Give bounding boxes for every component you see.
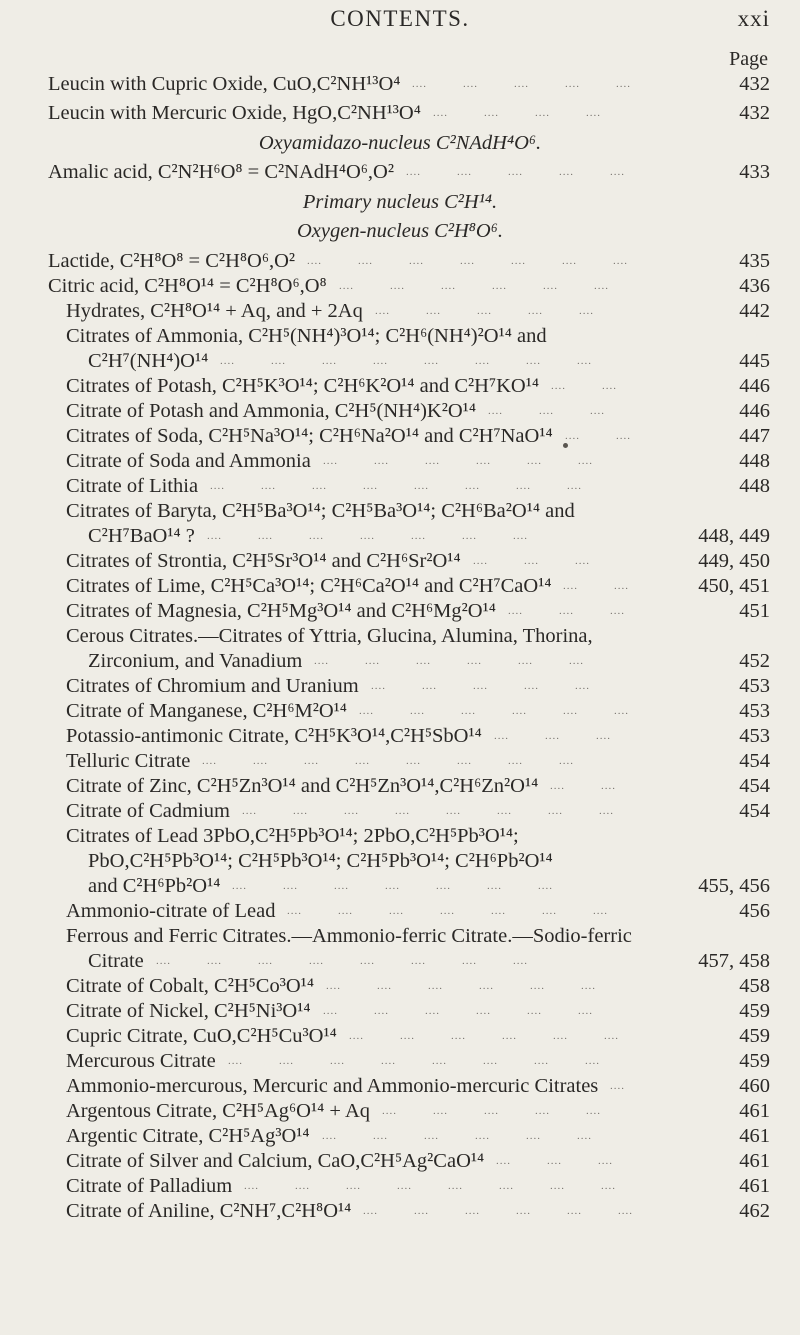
toc-entry-page: 436 bbox=[739, 275, 770, 297]
dot-leader: .... .... .... .... .... .... .... bbox=[287, 905, 644, 917]
toc-entry-text: Citrate of Potash and Ammonia, C²H⁵(NH⁴)K²O¹⁴ bbox=[66, 400, 476, 422]
dot-leader: .... .... .... .... .... .... bbox=[359, 705, 665, 717]
toc-entry-page: 455, 456 bbox=[698, 875, 770, 897]
dot-leader: .... .... .... .... .... .... .... bbox=[232, 880, 589, 892]
dot-leader: .... .... .... .... .... .... bbox=[339, 280, 645, 292]
dot-leader: .... .... .... .... .... .... .... .... bbox=[202, 755, 610, 767]
toc-entry-text: Ferrous and Ferric Citrates.—Ammonio-ferric Citrate.—Sodio-ferric bbox=[66, 925, 632, 947]
dot-leader: .... .... bbox=[565, 430, 667, 442]
toc-entry-page: 452 bbox=[739, 650, 770, 672]
toc-entry-text: Citrate of Lithia bbox=[66, 475, 199, 497]
dot-leader: .... .... .... bbox=[508, 605, 661, 617]
toc-entry-text: Telluric Citrate bbox=[66, 750, 191, 772]
toc-entry-page: 460 bbox=[739, 1075, 770, 1097]
dot-leader: .... .... .... .... .... .... .... bbox=[307, 255, 664, 267]
toc-entry-page: 446 bbox=[739, 400, 770, 422]
toc-entry-text: C²H⁷(NH⁴)O¹⁴ bbox=[88, 350, 209, 372]
toc-entry-text: Hydrates, C²H⁸O¹⁴ + Aq, and + 2Aq bbox=[66, 300, 363, 322]
dot-leader: .... .... .... .... .... bbox=[412, 78, 667, 90]
toc-entry-text: Citrate of Soda and Ammonia bbox=[66, 450, 311, 472]
toc-entry-page: 454 bbox=[739, 800, 770, 822]
dot-leader: .... .... .... .... .... .... bbox=[323, 1005, 629, 1017]
toc-entry-text: Citrates of Magnesia, C²H⁵Mg³O¹⁴ and C²H⁶Mg²O¹⁴ bbox=[66, 600, 496, 622]
toc-entry-text: Citrates of Strontia, C²H⁵Sr³O¹⁴ and C²H⁶Sr²O¹⁴ bbox=[66, 550, 461, 572]
dot-leader: .... .... .... .... .... .... bbox=[363, 1205, 669, 1217]
dot-leader: .... .... .... .... .... .... bbox=[314, 655, 620, 667]
toc-entry-text: Citrates of Potash, C²H⁵K³O¹⁴; C²H⁶K²O¹⁴ and C²H⁷KO¹⁴ bbox=[66, 375, 539, 397]
toc-entry-text: Leucin with Cupric Oxide, CuO,C²NH¹³O⁴ bbox=[48, 73, 401, 95]
toc-entry-text: Leucin with Mercuric Oxide, HgO,C²NH¹³O⁴ bbox=[48, 102, 421, 124]
toc-entry-text: Citrates of Lime, C²H⁵Ca³O¹⁴; C²H⁶Ca²O¹⁴ and C²H⁷CaO¹⁴ bbox=[66, 575, 552, 597]
toc-entry-text: Cerous Citrates.—Citrates of Yttria, Glucina, Alumina, Thorina, bbox=[66, 625, 593, 647]
toc-entry-text: Citrates of Lead 3PbO,C²H⁵Pb³O¹⁴; 2PbO,C²H⁵Pb³O¹⁴; bbox=[66, 825, 519, 847]
dot-leader: .... .... .... bbox=[494, 730, 647, 742]
dot-leader: .... .... .... .... .... .... .... .... bbox=[228, 1055, 636, 1067]
toc-entry-page: 451 bbox=[739, 600, 770, 622]
toc-entry-text: Citrates of Ammonia, C²H⁵(NH⁴)³O¹⁴; C²H⁶(NH⁴)²O¹⁴ and bbox=[66, 325, 547, 347]
toc-entry-text: Citric acid, C²H⁸O¹⁴ = C²H⁸O⁶,O⁸ bbox=[48, 275, 327, 297]
dot-leader: .... .... .... .... .... .... bbox=[326, 980, 632, 992]
toc-entry-page: 442 bbox=[739, 300, 770, 322]
toc-entry-page: 457, 458 bbox=[698, 950, 770, 972]
dot-leader: .... bbox=[610, 1080, 661, 1092]
dot-leader: .... .... .... .... .... bbox=[375, 305, 630, 317]
toc-entry-text: Argentous Citrate, C²H⁵Ag⁶O¹⁴ + Aq bbox=[66, 1100, 370, 1122]
toc-entry-page: 456 bbox=[739, 900, 770, 922]
toc-entry-text: Citrates of Chromium and Uranium bbox=[66, 675, 359, 697]
dot-leader: .... .... .... .... .... .... .... .... bbox=[220, 355, 628, 367]
toc-entry-text: Citrate of Zinc, C²H⁵Zn³O¹⁴ and C²H⁵Zn³O¹⁴,C²H⁶Zn²O¹⁴ bbox=[66, 775, 539, 797]
page-title: CONTENTS. bbox=[330, 6, 470, 31]
dot-leader: .... .... bbox=[551, 380, 653, 392]
toc-entry-text: and C²H⁶Pb²O¹⁴ bbox=[88, 875, 221, 897]
dot-leader: .... .... .... .... .... .... .... bbox=[207, 530, 564, 542]
toc-entry-page: 461 bbox=[739, 1100, 770, 1122]
toc-entry-page: 459 bbox=[739, 1050, 770, 1072]
toc-entry-text: Citrate bbox=[88, 950, 144, 972]
dot-leader: .... .... bbox=[563, 580, 665, 592]
toc-entry-page: 432 bbox=[739, 102, 770, 124]
toc-entry-page: 462 bbox=[739, 1200, 770, 1222]
toc-entry-page: 446 bbox=[739, 375, 770, 397]
toc-entry-text: Citrate of Nickel, C²H⁵Ni³O¹⁴ bbox=[66, 1000, 311, 1022]
toc-entry-text: Zirconium, and Vanadium bbox=[88, 650, 303, 672]
toc-entry-text: Citrate of Aniline, C²NH⁷,C²H⁸O¹⁴ bbox=[66, 1200, 352, 1222]
toc-entry-page: 448, 449 bbox=[698, 525, 770, 547]
page-column-label: Page bbox=[729, 48, 768, 70]
page-folio: xxi bbox=[737, 6, 770, 31]
toc-entry-page: 433 bbox=[739, 161, 770, 183]
toc-entry-text: Potassio-antimonic Citrate, C²H⁵K³O¹⁴,C²H⁵SbO¹⁴ bbox=[66, 725, 482, 747]
toc-entry-text: C²H⁷BaO¹⁴ ? bbox=[88, 525, 195, 547]
toc-entry-text: Citrate of Cobalt, C²H⁵Co³O¹⁴ bbox=[66, 975, 314, 997]
toc-entry-page: 454 bbox=[739, 750, 770, 772]
toc-entry-text: Citrate of Palladium bbox=[66, 1175, 233, 1197]
toc-entry-text: Argentic Citrate, C²H⁵Ag³O¹⁴ bbox=[66, 1125, 310, 1147]
toc-entry-page: 461 bbox=[739, 1150, 770, 1172]
dot-leader: .... .... .... .... .... .... bbox=[349, 1030, 655, 1042]
toc-entry-page: 461 bbox=[739, 1175, 770, 1197]
dot-leader: .... .... .... .... .... .... .... .... bbox=[156, 955, 564, 967]
toc-entry-text: Lactide, C²H⁸O⁸ = C²H⁸O⁶,O² bbox=[48, 250, 296, 272]
section-heading: Oxyamidazo-nucleus C²NAdH⁴O⁶. bbox=[258, 132, 542, 154]
toc-entry-page: 449, 450 bbox=[698, 550, 770, 572]
toc-entry-page: 432 bbox=[739, 73, 770, 95]
toc-entry-text: Cupric Citrate, CuO,C²H⁵Cu³O¹⁴ bbox=[66, 1025, 337, 1047]
dot-leader: .... .... .... .... .... .... .... .... bbox=[244, 1180, 652, 1192]
toc-entry-page: 445 bbox=[739, 350, 770, 372]
dot-leader: .... .... .... .... .... .... bbox=[323, 455, 629, 467]
toc-entry-page: 453 bbox=[739, 675, 770, 697]
toc-entry-page: 458 bbox=[739, 975, 770, 997]
toc-entry-page: 459 bbox=[739, 1025, 770, 1047]
toc-entry-page: 454 bbox=[739, 775, 770, 797]
running-header bbox=[0, 0, 800, 40]
toc-entry-text: PbO,C²H⁵Pb³O¹⁴; C²H⁵Pb³O¹⁴; C²H⁵Pb³O¹⁴; C²H⁶Pb²O¹⁴ bbox=[88, 850, 553, 872]
toc-entry-text: Citrate of Manganese, C²H⁶M²O¹⁴ bbox=[66, 700, 347, 722]
toc-entry-page: 448 bbox=[739, 475, 770, 497]
toc-entry-page: 447 bbox=[739, 425, 770, 447]
toc-entry-page: 448 bbox=[739, 450, 770, 472]
dot-leader: .... .... .... bbox=[488, 405, 641, 417]
dot-leader: .... .... .... .... .... .... .... .... bbox=[210, 480, 618, 492]
section-heading: Primary nucleus C²H¹⁴. bbox=[302, 191, 498, 213]
dot-leader: .... .... .... .... bbox=[433, 107, 637, 119]
dot-leader: .... .... .... bbox=[496, 1155, 649, 1167]
dot-leader: .... .... .... .... .... bbox=[371, 680, 626, 692]
toc-entry-page: 453 bbox=[739, 725, 770, 747]
toc-entry-page: 461 bbox=[739, 1125, 770, 1147]
toc-entry-page: 459 bbox=[739, 1000, 770, 1022]
toc-entry-text: Citrate of Cadmium bbox=[66, 800, 230, 822]
toc-entry-text: Ammonio-mercurous, Mercuric and Ammonio-mercuric Citrates bbox=[66, 1075, 599, 1097]
toc-entry-text: Citrates of Baryta, C²H⁵Ba³O¹⁴; C²H⁵Ba³O¹⁴; C²H⁶Ba²O¹⁴ and bbox=[66, 500, 575, 522]
toc-entry-text: Citrates of Soda, C²H⁵Na³O¹⁴; C²H⁶Na²O¹⁴ and C²H⁷NaO¹⁴ bbox=[66, 425, 553, 447]
toc-entry-page: 453 bbox=[739, 700, 770, 722]
dot-leader: .... .... .... .... .... .... bbox=[322, 1130, 628, 1142]
toc-entry-page: 435 bbox=[739, 250, 770, 272]
toc-entry-text: Citrate of Silver and Calcium, CaO,C²H⁵Ag²CaO¹⁴ bbox=[66, 1150, 485, 1172]
toc-entry-page: 450, 451 bbox=[698, 575, 770, 597]
toc-entry-text: Ammonio-citrate of Lead bbox=[66, 900, 276, 922]
toc-entry-text: Mercurous Citrate bbox=[66, 1050, 216, 1072]
dot-leader: .... .... .... .... .... .... .... .... bbox=[242, 805, 650, 817]
dot-leader: .... .... .... bbox=[473, 555, 626, 567]
dot-leader: .... .... bbox=[550, 780, 652, 792]
section-heading: Oxygen-nucleus C²H⁸O⁶. bbox=[297, 220, 503, 242]
dot-leader: .... .... .... .... .... bbox=[382, 1105, 637, 1117]
toc-entry-text: Amalic acid, C²N²H⁶O⁸ = C²NAdH⁴O⁶,O² bbox=[48, 161, 394, 183]
dot-leader: .... .... .... .... .... bbox=[406, 166, 661, 178]
